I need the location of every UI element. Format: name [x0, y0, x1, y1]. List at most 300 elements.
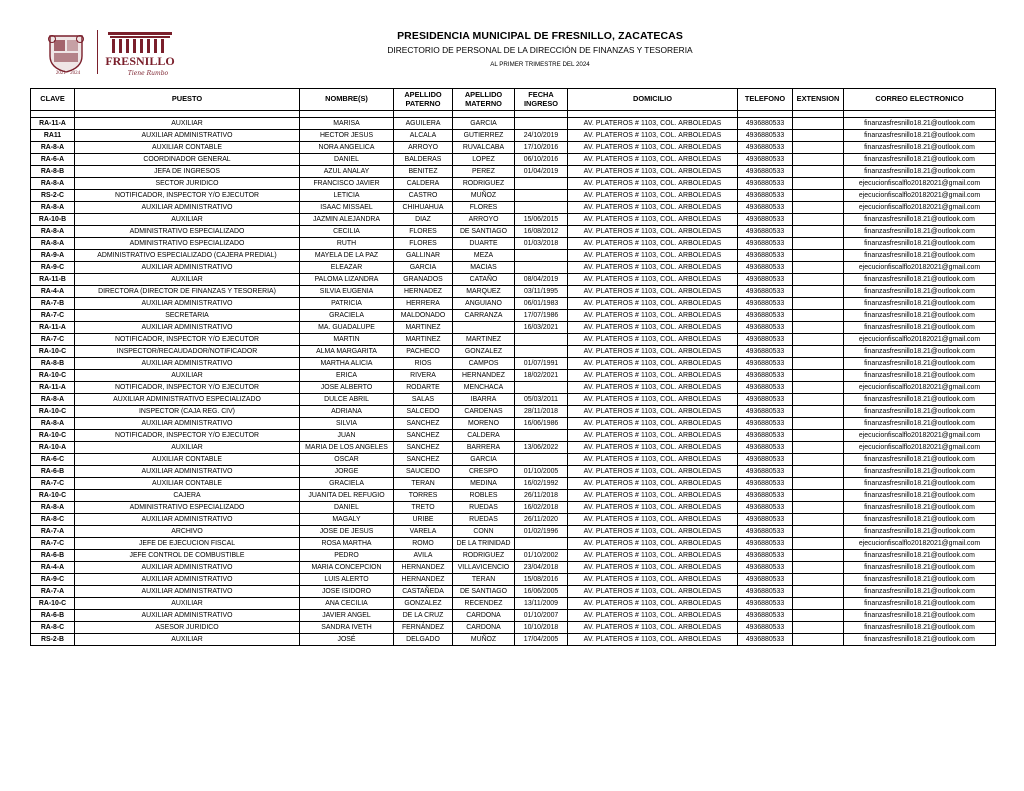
cell-clave: RA-8-C	[31, 514, 75, 526]
cell-apellido-materno: MEDINA	[453, 478, 515, 490]
cell-telefono: 4936880533	[738, 634, 793, 646]
cell-fecha-ingreso	[515, 262, 568, 274]
cell-domicilio: AV. PLATEROS # 1103, COL. ARBOLEDAS	[568, 478, 738, 490]
cell-apellido-materno: VILLAVICENCIO	[453, 562, 515, 574]
cell-domicilio: AV. PLATEROS # 1103, COL. ARBOLEDAS	[568, 178, 738, 190]
cell-apellido-paterno: HERRERA	[394, 298, 453, 310]
cell-domicilio: AV. PLATEROS # 1103, COL. ARBOLEDAS	[568, 262, 738, 274]
cell-correo: ejecucionfiscalflo20182021@gmail.com	[844, 202, 996, 214]
cell-puesto: INSPECTOR (CAJA REG. CIV)	[75, 406, 300, 418]
cell-telefono: 4936880533	[738, 310, 793, 322]
cell-puesto: CAJERA	[75, 490, 300, 502]
cell-extension	[793, 454, 844, 466]
cell-extension	[793, 598, 844, 610]
cell-apellido-materno: DE SANTIAGO	[453, 586, 515, 598]
cell-nombres: MARISA	[300, 118, 394, 130]
table-row	[31, 514, 996, 526]
cell-apellido-materno: CARDONA	[453, 610, 515, 622]
cell-fecha-ingreso: 01/02/1996	[515, 526, 568, 538]
cell-extension	[793, 226, 844, 238]
cell-domicilio: AV. PLATEROS # 1103, COL. ARBOLEDAS	[568, 466, 738, 478]
cell-puesto: AUXILIAR ADMINISTRATIVO	[75, 418, 300, 430]
cell-apellido-paterno: ARROYO	[394, 142, 453, 154]
table-row	[31, 490, 996, 502]
cell-apellido-materno: PEREZ	[453, 166, 515, 178]
cell-apellido-paterno: MALDONADO	[394, 310, 453, 322]
cell-fecha-ingreso: 23/04/2018	[515, 562, 568, 574]
cell-extension	[793, 370, 844, 382]
cell-correo: finanzasfresnillo18.21@outlook.com	[844, 418, 996, 430]
table-row	[31, 610, 996, 622]
cell-extension	[793, 490, 844, 502]
cell-puesto: AUXILIAR ADMINISTRATIVO	[75, 514, 300, 526]
cell-apellido-paterno: GARCIA	[394, 262, 453, 274]
cell-apellido-paterno: CASTAÑEDA	[394, 586, 453, 598]
cell-correo: finanzasfresnillo18.21@outlook.com	[844, 622, 996, 634]
cell-correo: finanzasfresnillo18.21@outlook.com	[844, 346, 996, 358]
cell-puesto: AUXILIAR ADMINISTRATIVO	[75, 574, 300, 586]
cell-domicilio: AV. PLATEROS # 1103, COL. ARBOLEDAS	[568, 418, 738, 430]
cell-domicilio: AV. PLATEROS # 1103, COL. ARBOLEDAS	[568, 622, 738, 634]
cell-clave: RA-9-C	[31, 262, 75, 274]
cell-telefono: 4936880533	[738, 526, 793, 538]
cell-telefono: 4936880533	[738, 370, 793, 382]
cell-fecha-ingreso	[515, 382, 568, 394]
cell-correo: finanzasfresnillo18.21@outlook.com	[844, 550, 996, 562]
cell-apellido-materno: RECENDEZ	[453, 598, 515, 610]
cell-correo: finanzasfresnillo18.21@outlook.com	[844, 502, 996, 514]
cell-nombres: RUTH	[300, 238, 394, 250]
cell-fecha-ingreso: 16/06/2005	[515, 586, 568, 598]
cell-extension	[793, 262, 844, 274]
cell-correo: ejecucionfiscalflo20182021@gmail.com	[844, 430, 996, 442]
document-period: AL PRIMER TRIMESTRE DEL 2024	[490, 61, 590, 68]
cell-apellido-materno: CATAÑO	[453, 274, 515, 286]
cell-extension	[793, 622, 844, 634]
cell-apellido-paterno: BALDERAS	[394, 154, 453, 166]
cell-correo: finanzasfresnillo18.21@outlook.com	[844, 394, 996, 406]
cell-apellido-materno: CONN	[453, 526, 515, 538]
cell-clave: RA-9-A	[31, 250, 75, 262]
cell-puesto: AUXILIAR	[75, 370, 300, 382]
cell-clave: RA-11-A	[31, 322, 75, 334]
cell-telefono: 4936880533	[738, 550, 793, 562]
cell-domicilio: AV. PLATEROS # 1103, COL. ARBOLEDAS	[568, 598, 738, 610]
table-row	[31, 394, 996, 406]
cell-apellido-materno: CARRANZA	[453, 310, 515, 322]
cell-apellido-paterno: DELGADO	[394, 634, 453, 646]
cell-apellido-paterno: CASTRO	[394, 190, 453, 202]
cell-telefono: 4936880533	[738, 622, 793, 634]
table-row	[31, 238, 996, 250]
cell-clave: RA-10-C	[31, 430, 75, 442]
table-row	[31, 118, 996, 130]
cell-apellido-paterno: VARELA	[394, 526, 453, 538]
table-row	[31, 322, 996, 334]
cell-correo: finanzasfresnillo18.21@outlook.com	[844, 226, 996, 238]
column-header-puesto: PUESTO	[75, 89, 300, 111]
cell-correo: finanzasfresnillo18.21@outlook.com	[844, 142, 996, 154]
cell-domicilio: AV. PLATEROS # 1103, COL. ARBOLEDAS	[568, 142, 738, 154]
cell-correo: ejecucionfiscalflo20182021@gmail.com	[844, 190, 996, 202]
cell-fecha-ingreso: 01/10/2005	[515, 466, 568, 478]
cell-telefono: 4936880533	[738, 406, 793, 418]
cell-puesto: ADMINISTRATIVO ESPECIALIZADO	[75, 238, 300, 250]
cell-fecha-ingreso: 16/06/1986	[515, 418, 568, 430]
cell-fecha-ingreso	[515, 454, 568, 466]
column-header-domicilio: DOMICILIO	[568, 89, 738, 111]
cell-correo: finanzasfresnillo18.21@outlook.com	[844, 118, 996, 130]
cell-extension	[793, 526, 844, 538]
cell-telefono: 4936880533	[738, 346, 793, 358]
cell-fecha-ingreso: 18/02/2021	[515, 370, 568, 382]
cell-extension	[793, 250, 844, 262]
cell-nombres: MAYELA DE LA PAZ	[300, 250, 394, 262]
cell-extension	[793, 178, 844, 190]
cell-extension	[793, 586, 844, 598]
cell-telefono: 4936880533	[738, 490, 793, 502]
cell-telefono: 4936880533	[738, 214, 793, 226]
table-row	[31, 370, 996, 382]
table-row	[31, 586, 996, 598]
cell-fecha-ingreso	[515, 118, 568, 130]
cell-correo: finanzasfresnillo18.21@outlook.com	[844, 250, 996, 262]
cell-domicilio: AV. PLATEROS # 1103, COL. ARBOLEDAS	[568, 406, 738, 418]
table-row	[31, 190, 996, 202]
cell-correo: finanzasfresnillo18.21@outlook.com	[844, 298, 996, 310]
cell-telefono: 4936880533	[738, 166, 793, 178]
cell-puesto: ADMINISTRATIVO ESPECIALIZADO	[75, 226, 300, 238]
brand-tagline: Tiene Rumbo	[127, 70, 169, 77]
cell-fecha-ingreso	[515, 334, 568, 346]
cell-nombres: GRACIELA	[300, 310, 394, 322]
column-header-telefono: TELEFONO	[738, 89, 793, 111]
cell-domicilio: AV. PLATEROS # 1103, COL. ARBOLEDAS	[568, 334, 738, 346]
cell-puesto: AUXILIAR	[75, 598, 300, 610]
cell-puesto: AUXILIAR ADMINISTRATIVO ESPECIALIZADO	[75, 394, 300, 406]
cell-domicilio: AV. PLATEROS # 1103, COL. ARBOLEDAS	[568, 226, 738, 238]
cell-apellido-paterno: CALDERA	[394, 178, 453, 190]
cell-telefono: 4936880533	[738, 190, 793, 202]
cell-clave: RA-7-B	[31, 298, 75, 310]
cell-clave: RA-8-C	[31, 622, 75, 634]
table-row	[31, 358, 996, 370]
cell-correo: ejecucionfiscalflo20182021@gmail.com	[844, 538, 996, 550]
cell-clave: RA-10-C	[31, 598, 75, 610]
cell-fecha-ingreso: 28/11/2018	[515, 406, 568, 418]
cell-extension	[793, 550, 844, 562]
cell-telefono: 4936880533	[738, 586, 793, 598]
cell-nombres: ANA CECILIA	[300, 598, 394, 610]
cell-correo: ejecucionfiscalflo20182021@gmail.com	[844, 262, 996, 274]
cell-clave: RA-7-A	[31, 586, 75, 598]
cell-apellido-paterno: GRANADOS	[394, 274, 453, 286]
cell-nombres: JUANITA DEL REFUGIO	[300, 490, 394, 502]
cell-apellido-materno: MUÑOZ	[453, 190, 515, 202]
cell-puesto: ADMINISTRATIVO ESPECIALIZADO (CAJERA PREDIAL)	[75, 250, 300, 262]
cell-correo: finanzasfresnillo18.21@outlook.com	[844, 610, 996, 622]
cell-apellido-paterno: MARTINEZ	[394, 322, 453, 334]
cell-apellido-materno: HERNANDEZ	[453, 370, 515, 382]
cell-clave: RA-8-A	[31, 226, 75, 238]
cell-apellido-materno: CRESPO	[453, 466, 515, 478]
cell-fecha-ingreso: 15/08/2016	[515, 574, 568, 586]
table-row	[31, 154, 996, 166]
column-header-clave: CLAVE	[31, 89, 75, 111]
cell-nombres: ADRIANA	[300, 406, 394, 418]
cell-extension	[793, 298, 844, 310]
cell-domicilio: AV. PLATEROS # 1103, COL. ARBOLEDAS	[568, 490, 738, 502]
cell-extension	[793, 238, 844, 250]
cell-puesto: AUXILIAR ADMINISTRATIVO	[75, 586, 300, 598]
cell-extension	[793, 166, 844, 178]
cell-apellido-materno: MACIAS	[453, 262, 515, 274]
cell-puesto: AUXILIAR ADMINISTRATIVO	[75, 262, 300, 274]
cell-apellido-paterno: SANCHEZ	[394, 418, 453, 430]
cell-apellido-paterno: ALCALA	[394, 130, 453, 142]
cell-nombres: JOSE DE JESUS	[300, 526, 394, 538]
cell-puesto: NOTIFICADOR, INSPECTOR Y/O EJECUTOR	[75, 430, 300, 442]
cell-correo: ejecucionfiscalflo20182021@gmail.com	[844, 442, 996, 454]
cell-fecha-ingreso: 06/10/2016	[515, 154, 568, 166]
cell-clave: RA-10-C	[31, 406, 75, 418]
table-row	[31, 382, 996, 394]
cell-puesto: ARCHIVO	[75, 526, 300, 538]
cell-apellido-materno: TERAN	[453, 574, 515, 586]
cell-telefono: 4936880533	[738, 502, 793, 514]
cell-apellido-materno: BARRERA	[453, 442, 515, 454]
cell-domicilio: AV. PLATEROS # 1103, COL. ARBOLEDAS	[568, 562, 738, 574]
cell-correo: finanzasfresnillo18.21@outlook.com	[844, 166, 996, 178]
table-row	[31, 262, 996, 274]
cell-apellido-paterno: SALCEDO	[394, 406, 453, 418]
table-row	[31, 466, 996, 478]
table-row	[31, 442, 996, 454]
cell-clave: RA-6-B	[31, 466, 75, 478]
cell-puesto: AUXILIAR ADMINISTRATIVO	[75, 322, 300, 334]
cell-correo: finanzasfresnillo18.21@outlook.com	[844, 466, 996, 478]
cell-fecha-ingreso: 06/01/1983	[515, 298, 568, 310]
cell-puesto: INSPECTOR/RECAUDADOR/NOTIFICADOR	[75, 346, 300, 358]
cell-apellido-materno: ANGUIANO	[453, 298, 515, 310]
cell-telefono: 4936880533	[738, 130, 793, 142]
cell-telefono: 4936880533	[738, 250, 793, 262]
cell-correo: finanzasfresnillo18.21@outlook.com	[844, 586, 996, 598]
cell-correo: finanzasfresnillo18.21@outlook.com	[844, 478, 996, 490]
cell-correo: finanzasfresnillo18.21@outlook.com	[844, 562, 996, 574]
cell-apellido-paterno: SALAS	[394, 394, 453, 406]
cell-fecha-ingreso	[515, 190, 568, 202]
cell-apellido-paterno: SANCHEZ	[394, 430, 453, 442]
cell-nombres: SANDRA IVETH	[300, 622, 394, 634]
cell-domicilio: AV. PLATEROS # 1103, COL. ARBOLEDAS	[568, 202, 738, 214]
cell-clave: RA-11-A	[31, 118, 75, 130]
cell-telefono: 4936880533	[738, 322, 793, 334]
cell-apellido-materno: MORENO	[453, 418, 515, 430]
cell-extension	[793, 214, 844, 226]
cell-apellido-materno: DE SANTIAGO	[453, 226, 515, 238]
cell-fecha-ingreso: 15/06/2015	[515, 214, 568, 226]
cell-correo: ejecucionfiscalflo20182021@gmail.com	[844, 178, 996, 190]
cell-nombres: JAVIER ANGEL	[300, 610, 394, 622]
coat-of-arms-icon	[44, 30, 88, 74]
cell-telefono: 4936880533	[738, 454, 793, 466]
cell-fecha-ingreso: 03/11/1995	[515, 286, 568, 298]
cell-telefono: 4936880533	[738, 118, 793, 130]
cell-clave: RA-10-C	[31, 370, 75, 382]
table-row	[31, 334, 996, 346]
cell-nombres: ROSA MARTHA	[300, 538, 394, 550]
table-row	[31, 178, 996, 190]
document-subtitle: DIRECTORIO DE PERSONAL DE LA DIRECCIÓN DE FINANZAS Y TESORERIA	[387, 45, 693, 55]
cell-domicilio: AV. PLATEROS # 1103, COL. ARBOLEDAS	[568, 310, 738, 322]
cell-apellido-paterno: PACHECO	[394, 346, 453, 358]
cell-puesto: JEFE CONTROL DE COMBUSTIBLE	[75, 550, 300, 562]
cell-correo: finanzasfresnillo18.21@outlook.com	[844, 130, 996, 142]
cell-clave: RA-6-B	[31, 610, 75, 622]
table-row	[31, 430, 996, 442]
table-row	[31, 166, 996, 178]
cell-telefono: 4936880533	[738, 562, 793, 574]
cell-nombres: LUIS ALERTO	[300, 574, 394, 586]
cell-apellido-materno: RODRIGUEZ	[453, 178, 515, 190]
cell-apellido-paterno: RIOS	[394, 358, 453, 370]
municipal-logo	[40, 26, 180, 76]
cell-domicilio: AV. PLATEROS # 1103, COL. ARBOLEDAS	[568, 382, 738, 394]
table-row	[31, 502, 996, 514]
cell-extension	[793, 346, 844, 358]
cell-extension	[793, 154, 844, 166]
cell-nombres: NORA ANGELICA	[300, 142, 394, 154]
cell-correo: finanzasfresnillo18.21@outlook.com	[844, 454, 996, 466]
cell-apellido-materno: LOPEZ	[453, 154, 515, 166]
cell-extension	[793, 310, 844, 322]
cell-apellido-materno: RUVALCABA	[453, 142, 515, 154]
cell-domicilio: AV. PLATEROS # 1103, COL. ARBOLEDAS	[568, 394, 738, 406]
cell-clave: RA-7-C	[31, 310, 75, 322]
cell-correo: finanzasfresnillo18.21@outlook.com	[844, 214, 996, 226]
cell-clave: RS-2-B	[31, 634, 75, 646]
column-header-apellido-materno: APELLIDO MATERNO	[453, 89, 515, 111]
cell-fecha-ingreso: 01/04/2019	[515, 166, 568, 178]
table-row	[31, 274, 996, 286]
cell-correo: finanzasfresnillo18.21@outlook.com	[844, 322, 996, 334]
cell-fecha-ingreso: 13/06/2022	[515, 442, 568, 454]
cell-telefono: 4936880533	[738, 262, 793, 274]
cell-correo: finanzasfresnillo18.21@outlook.com	[844, 238, 996, 250]
cell-apellido-materno: DUARTE	[453, 238, 515, 250]
cell-apellido-materno: CALDERA	[453, 430, 515, 442]
cell-puesto: AUXILIAR ADMINISTRATIVO	[75, 358, 300, 370]
table-row	[31, 226, 996, 238]
cell-clave: RA-7-C	[31, 478, 75, 490]
cell-puesto: NOTIFICADOR, INSPECTOR Y/O EJECUTOR	[75, 334, 300, 346]
cell-puesto: AUXILIAR CONTABLE	[75, 478, 300, 490]
table-row	[31, 142, 996, 154]
cell-domicilio: AV. PLATEROS # 1103, COL. ARBOLEDAS	[568, 358, 738, 370]
cell-nombres: HECTOR JESUS	[300, 130, 394, 142]
cell-clave: RA-8-A	[31, 394, 75, 406]
cell-domicilio: AV. PLATEROS # 1103, COL. ARBOLEDAS	[568, 322, 738, 334]
cell-fecha-ingreso: 26/11/2020	[515, 514, 568, 526]
cell-puesto: SECTOR JURIDICO	[75, 178, 300, 190]
column-header-extension: EXTENSION	[793, 89, 844, 111]
cell-domicilio: AV. PLATEROS # 1103, COL. ARBOLEDAS	[568, 370, 738, 382]
cell-puesto: SECRETARIA	[75, 310, 300, 322]
cell-domicilio: AV. PLATEROS # 1103, COL. ARBOLEDAS	[568, 586, 738, 598]
cell-nombres: MARIA DE LOS ANGELES	[300, 442, 394, 454]
cell-nombres: ISAAC MISSAEL	[300, 202, 394, 214]
cell-apellido-materno: GARCIA	[453, 454, 515, 466]
cell-apellido-paterno: RODARTE	[394, 382, 453, 394]
cell-apellido-paterno: TERAN	[394, 478, 453, 490]
table-row	[31, 286, 996, 298]
cell-telefono: 4936880533	[738, 202, 793, 214]
table-row	[31, 598, 996, 610]
cell-apellido-paterno: GONZALEZ	[394, 598, 453, 610]
cell-clave: RA-7-C	[31, 538, 75, 550]
cell-apellido-materno: MARQUEZ	[453, 286, 515, 298]
cell-telefono: 4936880533	[738, 514, 793, 526]
cell-fecha-ingreso: 16/03/2021	[515, 322, 568, 334]
table-row	[31, 346, 996, 358]
table-row	[31, 634, 996, 646]
cell-extension	[793, 142, 844, 154]
cell-extension	[793, 574, 844, 586]
cell-telefono: 4936880533	[738, 334, 793, 346]
cell-extension	[793, 406, 844, 418]
cell-correo: finanzasfresnillo18.21@outlook.com	[844, 358, 996, 370]
cell-apellido-paterno: AVILA	[394, 550, 453, 562]
cell-apellido-materno: ROBLES	[453, 490, 515, 502]
cell-domicilio: AV. PLATEROS # 1103, COL. ARBOLEDAS	[568, 130, 738, 142]
cell-domicilio: AV. PLATEROS # 1103, COL. ARBOLEDAS	[568, 274, 738, 286]
cell-puesto: AUXILIAR ADMINISTRATIVO	[75, 202, 300, 214]
table-spacer-row	[31, 111, 996, 118]
cell-fecha-ingreso	[515, 202, 568, 214]
cell-clave: RA-10-C	[31, 346, 75, 358]
cell-extension	[793, 478, 844, 490]
cell-correo: ejecucionfiscalflo20182021@gmail.com	[844, 382, 996, 394]
cell-correo: finanzasfresnillo18.21@outlook.com	[844, 490, 996, 502]
cell-apellido-paterno: HERNANDEZ	[394, 562, 453, 574]
cell-apellido-paterno: TRETO	[394, 502, 453, 514]
cell-clave: RA-9-C	[31, 574, 75, 586]
cell-extension	[793, 394, 844, 406]
column-header-fecha-ingreso: FECHA INGRESO	[515, 89, 568, 111]
cell-domicilio: AV. PLATEROS # 1103, COL. ARBOLEDAS	[568, 454, 738, 466]
cell-correo: finanzasfresnillo18.21@outlook.com	[844, 286, 996, 298]
table-row	[31, 418, 996, 430]
cell-apellido-materno: GARCIA	[453, 118, 515, 130]
cell-correo: finanzasfresnillo18.21@outlook.com	[844, 574, 996, 586]
cell-extension	[793, 502, 844, 514]
cell-puesto: ADMINISTRATIVO ESPECIALIZADO	[75, 502, 300, 514]
cell-apellido-materno: RODRIGUEZ	[453, 550, 515, 562]
cell-apellido-paterno: DE LA CRUZ	[394, 610, 453, 622]
cell-nombres: ALMA MARGARITA	[300, 346, 394, 358]
cell-apellido-materno: CARDONA	[453, 622, 515, 634]
cell-apellido-materno: DE LA TRINIDAD	[453, 538, 515, 550]
cell-telefono: 4936880533	[738, 466, 793, 478]
cell-correo: ejecucionfiscalflo20182021@gmail.com	[844, 334, 996, 346]
table-row	[31, 454, 996, 466]
cell-nombres: LETICIA	[300, 190, 394, 202]
cell-apellido-materno: CARDENAS	[453, 406, 515, 418]
table-body	[31, 111, 996, 646]
cell-clave: RA-10-C	[31, 490, 75, 502]
cell-puesto: AUXILIAR	[75, 442, 300, 454]
